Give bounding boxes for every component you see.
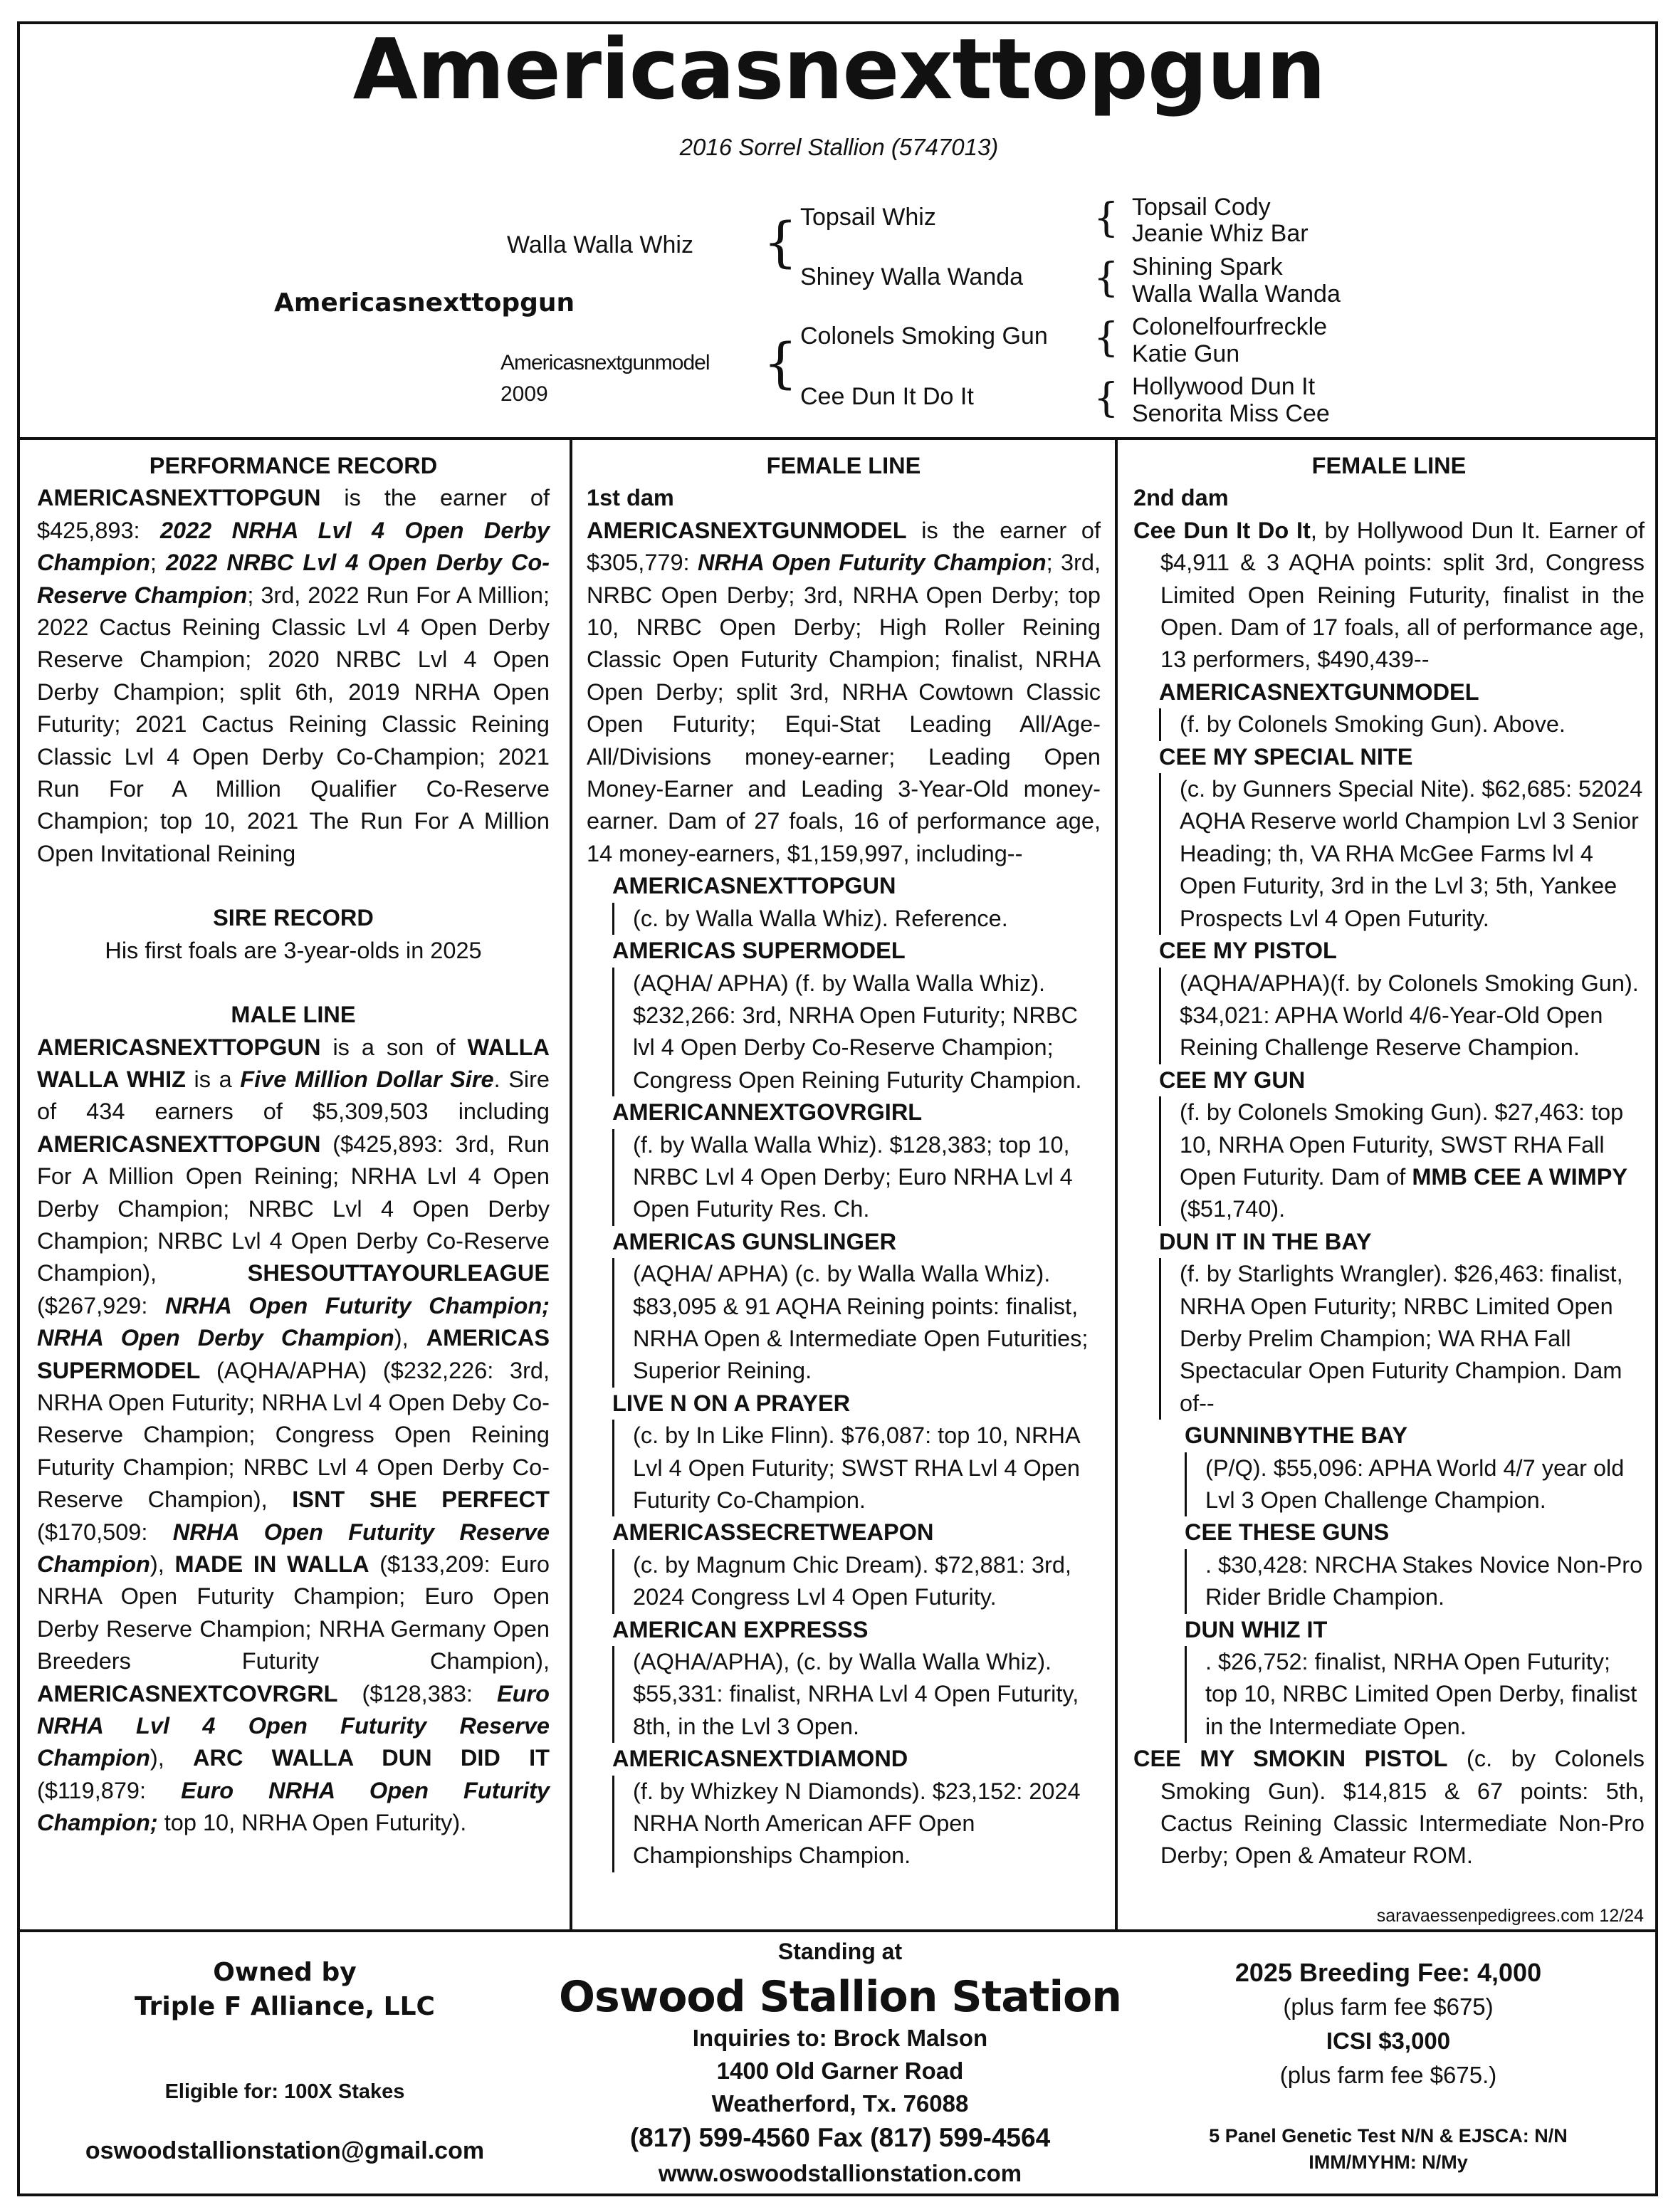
offspring-name: AMERICAS GUNSLINGER	[612, 1228, 897, 1254]
pedigree-dam-year: 2009	[500, 382, 548, 406]
pedigree-g2b: Walla Walla Wanda	[1132, 281, 1341, 308]
male-line-t7: (AQHA/APHA) ($232,226: 3rd, NRHA Open Futurity; NRHA Lvl 4 Open Deby Co-Reserve Champion; Congress Open Reining Futurity Champion; NRBC Lvl 4 Open Derby Co-Reserve Champion),	[37, 1357, 550, 1513]
first-dam-text	[587, 515, 1101, 870]
pedigree-horse: Americasnexttopgun	[274, 288, 575, 318]
station-name: Oswood Stallion Station	[559, 1972, 1121, 2022]
icsi-fee: ICSI $3,000	[1326, 2028, 1451, 2054]
pedigree-sire-dam: Shiney Walla Wanda	[800, 263, 1024, 290]
pedigree-brace-2: {	[1094, 255, 1119, 301]
performance-t1: is the earner of $425,893:	[37, 485, 550, 543]
male-line-offspring-3: AMERICAS SUPERMODEL	[37, 1325, 550, 1383]
pedigree-g1a: Topsail Cody	[1132, 194, 1271, 221]
male-line-highlight-4: Euro NRHA Lvl 4 Open Futurity Reserve Champion	[37, 1680, 550, 1771]
pedigree-g3a: Colonelfourfreckle	[1132, 313, 1328, 340]
first-dam-label: 1st dam	[587, 485, 674, 511]
second-dam-name: Cee Dun It Do It	[1133, 517, 1311, 543]
offspring-entry	[612, 1388, 1101, 1420]
column-performance	[37, 450, 550, 1840]
offspring-detail: . $30,428: NRCHA Stakes Novice Non-Pro Rider Bridle Champion.	[1185, 1549, 1645, 1614]
page-subtitle: 2016 Sorrel Stallion (5747013)	[679, 134, 999, 160]
offspring-detail: (AQHA/APHA)(f. by Colonels Smoking Gun). $34,021: APHA World 4/6-Year-Old Open Reining Challenge Reserve Champion.	[1159, 968, 1645, 1064]
offspring-entry	[1185, 1614, 1645, 1646]
offspring-name: GUNNINBYTHE BAY	[1185, 1422, 1408, 1449]
pedigree-brace-sire: {	[763, 210, 798, 273]
column-female-line-1	[587, 450, 1101, 1872]
offspring-detail: (f. by Walla Walla Whiz). $128,383; top 10, NRBC Lvl 4 Open Derby; Euro NRHA Lvl 4 Open Futurity Res. Ch.	[612, 1129, 1101, 1226]
male-line-t1: is a son of	[320, 1034, 468, 1060]
male-line-t10: ($133,209: Euro NRHA Open Futurity Champion; Euro Open Derby Reserve Champion; NRHA Germany Open Breeders Futurity Champion),	[37, 1551, 550, 1674]
offspring-detail: (c. by In Like Flinn). $76,087: top 10, NRHA Lvl 4 Open Futurity; SWST RHA Lvl 4 Open Futurity Co-Champion.	[612, 1420, 1101, 1516]
eligible-text: Eligible for: 100X Stakes	[164, 2080, 405, 2103]
first-dam-t2: ; 3rd, NRBC Open Derby; 3rd, NRHA Open Derby; top 10, NRBC Open Derby; High Roller Reining Classic Open Futurity Champion; finalist, NRHA Open Derby; split 3rd, NRHA Cowtown Classic Open Futurity; Equi-Stat Leading All/Age-All/Divisions money-earner; Leading Open Money-Earner and Leading 3-Year-Old money-earner. Dam of 27 foals, 16 of performance age, 14 money-earners, $1,159,997, including--	[587, 550, 1101, 866]
phone-fax: (817) 599-4560 Fax (817) 599-4564	[629, 2123, 1051, 2152]
footer-divider	[17, 1929, 1658, 1932]
pedigree-g4a: Hollywood Dun It	[1132, 373, 1316, 400]
offspring-entry	[1159, 1226, 1645, 1258]
second-dam-t1: , by Hollywood Dun It. Earner of $4,911 & 3 AQHA points: split 3rd, Congress Limited Open Reining Futurity, finalist in the Open. Dam of 17 foals, all of performance age, 13 performers, $490,439--	[1160, 517, 1645, 673]
offspring-detail-text: (f. by Colonels Smoking Gun). $27,463: top 10, NRHA Open Futurity, SWST RHA Fall Open Futurity. Dam of	[1180, 1099, 1624, 1190]
pedigree-g2a: Shining Spark	[1132, 253, 1283, 281]
offspring-name: AMERICASNEXTDIAMOND	[612, 1746, 908, 1772]
breeding-fee-note: (plus farm fee $675)	[1283, 1993, 1494, 2020]
pedigree-brace-4: {	[1094, 375, 1119, 421]
male-line-offspring-5: MADE IN WALLA	[174, 1551, 369, 1577]
inquiries-text: Inquiries to: Brock Malson	[692, 2025, 988, 2051]
performance-t2: ;	[150, 550, 166, 576]
second-dam-offspring-list	[1133, 676, 1645, 1743]
offspring-detail: . $26,752: finalist, NRHA Open Futurity; top 10, NRBC Limited Open Derby, finalist in the Intermediate Open.	[1185, 1646, 1645, 1743]
offspring-detail: (c. by Gunners Special Nite). $62,685: 52024 AQHA Reserve world Champion Lvl 3 Senior Heading; th, VA RHA McGee Farms lvl 4 Open Futurity, 3rd in the Lvl 3; 5th, Yankee Prospects Lvl 4 Open Futurity.	[1159, 773, 1645, 935]
owner-email[interactable]: oswoodstallionstation@gmail.com	[85, 2137, 485, 2164]
pedigree-sire-sire: Topsail Whiz	[800, 204, 936, 231]
imm-myhm: IMM/MYHM: N/My	[1309, 2151, 1468, 2173]
offspring-name: AMERICASNEXTGUNMODEL	[1159, 678, 1479, 705]
address-line-2: Weatherford, Tx. 76088	[711, 2090, 969, 2117]
male-line-t11: ($128,383:	[337, 1680, 497, 1707]
offspring-detail: (c. by Walla Walla Whiz). Reference.	[612, 903, 1101, 935]
offspring-entry	[612, 1226, 1101, 1258]
pedigree-g3b: Katie Gun	[1132, 340, 1240, 367]
pedigree-brace-1: {	[1094, 195, 1119, 241]
male-line-t6: ),	[394, 1325, 426, 1351]
male-line-t2: is a	[185, 1066, 241, 1092]
offspring-detail: (c. by Colonels Smoking Gun). $14,815 & 67 points: 5th, Cactus Reining Classic Intermediate Non-Pro Derby; Open & Amateur ROM.	[1160, 1746, 1645, 1869]
pedigree-dam-sire: Colonels Smoking Gun	[800, 323, 1048, 350]
first-dam-name: AMERICASNEXTGUNMODEL	[587, 517, 907, 543]
offspring-detail: (c. by Magnum Chic Dream). $72,881: 3rd, 2024 Congress Lvl 4 Open Futurity.	[612, 1549, 1101, 1614]
sire-record-text: His first foals are 3-year-olds in 2025	[105, 937, 482, 963]
owned-by-label: Owned by	[213, 1958, 357, 1987]
offspring-entry	[1185, 1516, 1645, 1548]
offspring-entry	[612, 935, 1101, 967]
performance-highlight-2: 2022 NRBC Lvl 4 Open Derby Co-Reserve Champion	[37, 550, 550, 608]
header-divider	[17, 437, 1658, 440]
pedigree-dam: Americasnextgunmodel	[500, 351, 710, 374]
offspring-entry	[1185, 1420, 1645, 1452]
male-line-heading: MALE LINE	[231, 1002, 356, 1028]
male-line-t14: top 10, NRHA Open Futurity).	[157, 1810, 467, 1836]
offspring-produce-detail: ($51,740).	[1180, 1196, 1286, 1222]
male-line-highlight-3: NRHA Open Futurity Reserve Champion	[37, 1519, 550, 1577]
offspring-name: DUN IT IN THE BAY	[1159, 1228, 1372, 1254]
male-line-offspring-1: AMERICASNEXTTOPGUN	[37, 1131, 321, 1157]
pedigree-g4b: Senorita Miss Cee	[1132, 400, 1330, 427]
offspring-detail: (f. by Whizkey N Diamonds). $23,152: 2024 NRHA North American AFF Open Championships Champion.	[612, 1776, 1101, 1872]
performance-text	[37, 482, 550, 870]
column-female-line-2	[1133, 450, 1645, 1872]
male-line-highlight-2: NRHA Open Futurity Champion; NRHA Open Derby Champion	[37, 1292, 550, 1351]
column-divider-2	[1115, 437, 1118, 1932]
male-line-highlight-1: Five Million Dollar Sire	[240, 1066, 494, 1092]
male-line-t9: ),	[150, 1551, 175, 1577]
offspring-name: CEE MY PISTOL	[1159, 938, 1337, 964]
offspring-entry	[612, 1743, 1101, 1775]
male-line-offspring-4: ISNT SHE PERFECT	[292, 1487, 550, 1513]
offspring-name: AMERICASNEXTTOPGUN	[612, 873, 896, 899]
male-line-t5: ($267,929:	[37, 1292, 165, 1319]
first-dam-offspring-list	[587, 870, 1101, 1872]
pedigree-g1b: Jeanie Whiz Bar	[1132, 220, 1309, 247]
male-line-offspring-7: ARC WALLA DUN DID IT	[193, 1745, 550, 1771]
offspring-name: CEE MY SMOKIN PISTOL	[1133, 1746, 1448, 1772]
owner-name: Triple F Alliance, LLC	[135, 1992, 435, 2021]
offspring-name: AMERICAN EXPRESSS	[612, 1616, 869, 1642]
second-dam-label: 2nd dam	[1133, 485, 1229, 511]
first-dam-highlight: NRHA Open Futurity Champion	[697, 550, 1047, 576]
standing-at-label: Standing at	[777, 1939, 903, 1964]
male-line-t12: ),	[150, 1745, 193, 1771]
performance-t3: ; 3rd, 2022 Run For A Million; 2022 Cactus Reining Classic Lvl 4 Open Derby Reserve Champion; 2020 NRBC Lvl 4 Open Derby Champion; split 6th, 2019 NRHA Open Futurity; 2021 Cactus Reining Classic Reining Classic Lvl 4 Open Derby Co-Champion; 2021 Run For A Million Qualifier Co-Reserve Champion; top 10, 2021 The Run For A Million Open Invitational Reining	[37, 582, 550, 866]
performance-lead: AMERICASNEXTTOPGUN	[37, 485, 321, 511]
offspring-produce-name: MMB CEE A WIMPY	[1412, 1163, 1628, 1190]
offspring-name: CEE MY SPECIAL NITE	[1159, 743, 1413, 770]
offspring-entry	[612, 1516, 1101, 1548]
performance-heading: PERFORMANCE RECORD	[149, 453, 438, 478]
offspring-entry	[1133, 1743, 1645, 1872]
offspring-detail: (f. by Colonels Smoking Gun). Above.	[1159, 708, 1645, 740]
male-line-highlight-5: Euro NRHA Open Futurity Champion;	[37, 1777, 550, 1836]
male-line-lead: AMERICASNEXTTOPGUN	[37, 1034, 321, 1060]
male-line-t3: . Sire of 434 earners of $5,309,503 including	[37, 1066, 550, 1125]
offspring-name: CEE MY GUN	[1159, 1066, 1306, 1093]
page-title: Americasnexttopgun	[352, 20, 1326, 118]
offspring-detail: (AQHA/ APHA) (c. by Walla Walla Whiz). $83,095 & 91 AQHA Reining points: finalist, NRHA Open & Intermediate Open Futurities; Superior Reining.	[612, 1258, 1101, 1388]
offspring-detail: (P/Q). $55,096: APHA World 4/7 year old Lvl 3 Open Challenge Champion.	[1185, 1452, 1645, 1517]
column-divider-1	[570, 437, 572, 1932]
website-link[interactable]: www.oswoodstallionstation.com	[658, 2160, 1022, 2186]
offspring-name: LIVE N ON A PRAYER	[612, 1390, 851, 1416]
offspring-entry	[1159, 935, 1645, 967]
male-line-offspring-2: SHESOUTTAYOURLEAGUE	[247, 1260, 550, 1286]
offspring-name: AMERICANNEXTGOVRGIRL	[612, 1099, 923, 1126]
pedigree-brace-dam: {	[763, 331, 798, 394]
male-line-t13: ($119,879:	[37, 1777, 182, 1803]
pedigree-dam-dam: Cee Dun It Do It	[800, 383, 974, 410]
offspring-entry	[612, 1096, 1101, 1128]
male-line-offspring-6: AMERICASNEXTCOVRGRL	[37, 1680, 338, 1707]
offspring-entry	[1159, 1064, 1645, 1096]
address-line-1: 1400 Old Garner Road	[716, 2058, 964, 2084]
offspring-entry	[1159, 676, 1645, 708]
male-line-sire: WALLA WALLA WHIZ	[37, 1034, 550, 1092]
male-line-t8: ($170,509:	[37, 1519, 173, 1545]
male-line-t4: ($425,893: 3rd, Run For A Million Open Reining; NRHA Lvl 4 Open Derby Champion; NRBC Lvl 4 Open Derby Champion; NRBC Lvl 4 Open Derby Co-Reserve Champion),	[37, 1131, 550, 1286]
offspring-name: CEE THESE GUNS	[1185, 1519, 1390, 1546]
offspring-detail	[1159, 1096, 1645, 1226]
offspring-entry	[612, 1614, 1101, 1646]
offspring-detail: (AQHA/APHA), (c. by Walla Walla Whiz). $55,331: finalist, NRHA Lvl 4 Open Futurity, 8th, in the Lvl 3 Open.	[612, 1646, 1101, 1743]
male-line-text	[37, 1032, 550, 1840]
second-dam-text	[1133, 515, 1645, 676]
icsi-fee-note: (plus farm fee $675.)	[1279, 2062, 1497, 2088]
female-line-1-heading: FEMALE LINE	[766, 453, 921, 478]
third-generation-list	[1159, 1420, 1645, 1743]
pedigree-credit: saravaessenpedigrees.com 12/24	[1376, 1906, 1644, 1926]
pedigree-brace-3: {	[1094, 315, 1119, 361]
offspring-detail: (AQHA/ APHA) (f. by Walla Walla Whiz). $232,266: 3rd, NRHA Open Futurity; NRBC lvl 4 Open Derby Co-Reserve Champion; Congress Open Reining Futurity Champion.	[612, 968, 1101, 1097]
sire-record-heading: SIRE RECORD	[213, 905, 374, 931]
pedigree-sire: Walla Walla Whiz	[507, 231, 693, 258]
breeding-fee: 2025 Breeding Fee: 4,000	[1234, 1958, 1542, 1987]
first-dam-t1: is the earner of $305,779:	[587, 517, 1101, 576]
female-line-2-heading: FEMALE LINE	[1311, 453, 1467, 478]
offspring-name: AMERICAS SUPERMODEL	[612, 938, 906, 964]
offspring-detail: (f. by Starlights Wrangler). $26,463: finalist, NRHA Open Futurity; NRBC Limited Open Derby Prelim Champion; WA RHA Fall Spectacular Open Futurity Champion. Dam of--	[1159, 1258, 1645, 1420]
offspring-entry	[1159, 741, 1645, 773]
genetic-test: 5 Panel Genetic Test N/N & EJSCA: N/N	[1209, 2125, 1568, 2147]
performance-highlight-1: 2022 NRHA Lvl 4 Open Derby Champion	[37, 517, 550, 576]
offspring-name: DUN WHIZ IT	[1185, 1616, 1328, 1642]
offspring-name: AMERICASSECRETWEAPON	[612, 1519, 934, 1546]
offspring-entry	[612, 870, 1101, 902]
